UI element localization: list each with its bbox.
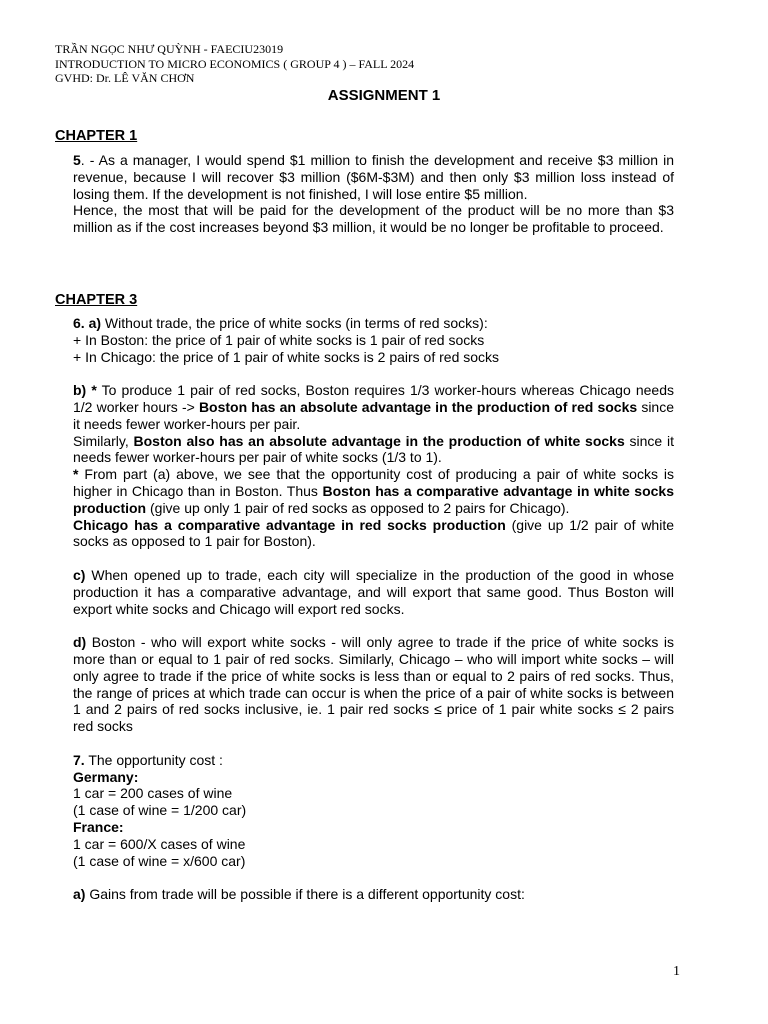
question-6b-label: b) * bbox=[73, 382, 97, 399]
question-6b-text: To produce 1 pair of red socks, Boston requires 1/3 worker-hours whereas Chicago needs 1/2 worker hours -> bbox=[73, 382, 674, 415]
question-6b-text: (give up only 1 pair of red socks as opposed to 2 pairs for Chicago). bbox=[146, 499, 570, 516]
question-6b-text: since it needs fewer worker-hours per pair. bbox=[73, 398, 675, 432]
question-6a-chicago: + In Chicago: the price of 1 pair of white socks is 2 pairs of red socks bbox=[73, 348, 500, 365]
question-6d-text: Boston - who will export white socks - will only agree to trade if the price of white socks is more than or equal to 1 pair of red socks. Similarly, Chicago – who will import white socks – will only agree to trade if the price of white socks is less than or equal to 2 pairs of red socks. Thus, the range of prices at which trade can occur is when the price of a pair of white socks is between 1 and 2 pairs of red socks inclusive, ie. 1 pair red socks ≤ price of 1 pair white socks ≤ 2 pairs red socks bbox=[73, 634, 674, 735]
chapter-1-body bbox=[73, 152, 674, 236]
question-5-conclusion: Hence, the most that will be paid for the development of the product will be no more than $3 million as if the cost increases beyond $3 million, it would be no longer be profitable to proceed. bbox=[73, 202, 674, 236]
question-6a-paragraph bbox=[73, 315, 674, 332]
header-student-line: TRẦN NGỌC NHƯ QUỲNH - FAECIU23019 bbox=[55, 42, 284, 56]
chapter-3-body bbox=[73, 315, 674, 903]
germany-line-1: 1 car = 200 cases of wine bbox=[73, 785, 233, 802]
question-6a-boston: + In Boston: the price of 1 pair of white socks is 1 pair of red socks bbox=[73, 331, 485, 348]
france-line-1: 1 car = 600/X cases of wine bbox=[73, 835, 246, 852]
question-6b-emphasis: Boston has a comparative advantage in white socks production bbox=[73, 482, 674, 516]
question-6b-paragraph-2 bbox=[73, 433, 674, 467]
question-6c-text: When opened up to trade, each city will specialize in the production of the good in whose production it has a comparative advantage, and will export that same good. Thus Boston will export white socks and Chicago will export red socks. bbox=[73, 566, 674, 617]
header-instructor-line: GVHD: Dr. LÊ VĂN CHƠN bbox=[55, 71, 195, 85]
question-6b-emphasis: Boston also has an absolute advantage in the production of white socks bbox=[133, 432, 625, 449]
question-5-paragraph bbox=[73, 152, 674, 202]
page-title: ASSIGNMENT 1 bbox=[327, 87, 441, 104]
chapter-1-heading: CHAPTER 1 bbox=[55, 128, 138, 144]
question-7-label: 7. bbox=[73, 751, 85, 768]
question-7-text: The opportunity cost : bbox=[84, 751, 223, 768]
question-7a-label: a) bbox=[73, 886, 86, 903]
question-6b-text: (give up 1/2 pair of white socks as opposed to 1 pair for Boston). bbox=[73, 516, 674, 550]
chapter-3-heading: CHAPTER 3 bbox=[55, 292, 138, 308]
question-6b-emphasis: Boston has an absolute advantage in the production of red socks bbox=[198, 398, 638, 415]
question-6d-label: d) bbox=[73, 634, 87, 651]
france-heading: France: bbox=[73, 818, 124, 835]
header-course-line: INTRODUCTION TO MICRO ECONOMICS ( GROUP 4 ) – FALL 2024 bbox=[55, 56, 415, 71]
question-6b-paragraph-1 bbox=[73, 382, 674, 432]
question-7-paragraph bbox=[73, 752, 674, 769]
question-6b-paragraph-3 bbox=[73, 466, 674, 516]
germany-line-2: (1 case of wine = 1/200 car) bbox=[73, 802, 247, 819]
question-7a-paragraph bbox=[73, 886, 674, 903]
question-6a-label: 6. a) bbox=[73, 315, 102, 331]
france-label bbox=[73, 819, 674, 836]
question-6c-label: c) bbox=[73, 566, 86, 583]
document-header bbox=[55, 42, 715, 86]
question-5-label: 5 bbox=[73, 152, 81, 168]
question-6b-bullet: * bbox=[73, 466, 79, 483]
germany-heading: Germany: bbox=[73, 768, 139, 785]
question-6a-text: Without trade, the price of white socks (in terms of red socks): bbox=[101, 315, 488, 331]
question-5-text: . - As a manager, I would spend $1 million to finish the development and receive $3 million in revenue, because I will recover $3 million ($6M-$3M) and then only $3 million loss instead of losing them. If the development is not finished, I will lose entire $5 million. bbox=[73, 152, 674, 202]
germany-label bbox=[73, 769, 674, 786]
france-line-2: (1 case of wine = x/600 car) bbox=[73, 852, 246, 869]
page-number: 1 bbox=[673, 964, 680, 979]
question-6c-paragraph bbox=[73, 567, 674, 617]
question-6b-text: From part (a) above, we see that the opportunity cost of producing a pair of white socks is higher in Chicago than in Boston. Thus bbox=[73, 466, 674, 499]
question-6b-text: since it needs fewer worker-hours per pair of white socks (1/3 to 1). bbox=[73, 432, 674, 466]
question-6d-paragraph bbox=[73, 634, 674, 735]
question-6b-paragraph-4 bbox=[73, 517, 674, 551]
question-6b-emphasis: Chicago has a comparative advantage in red socks production bbox=[73, 516, 506, 533]
question-6b-text: Similarly, bbox=[73, 432, 134, 449]
question-7a-text: Gains from trade will be possible if there is a different opportunity cost: bbox=[85, 886, 525, 903]
